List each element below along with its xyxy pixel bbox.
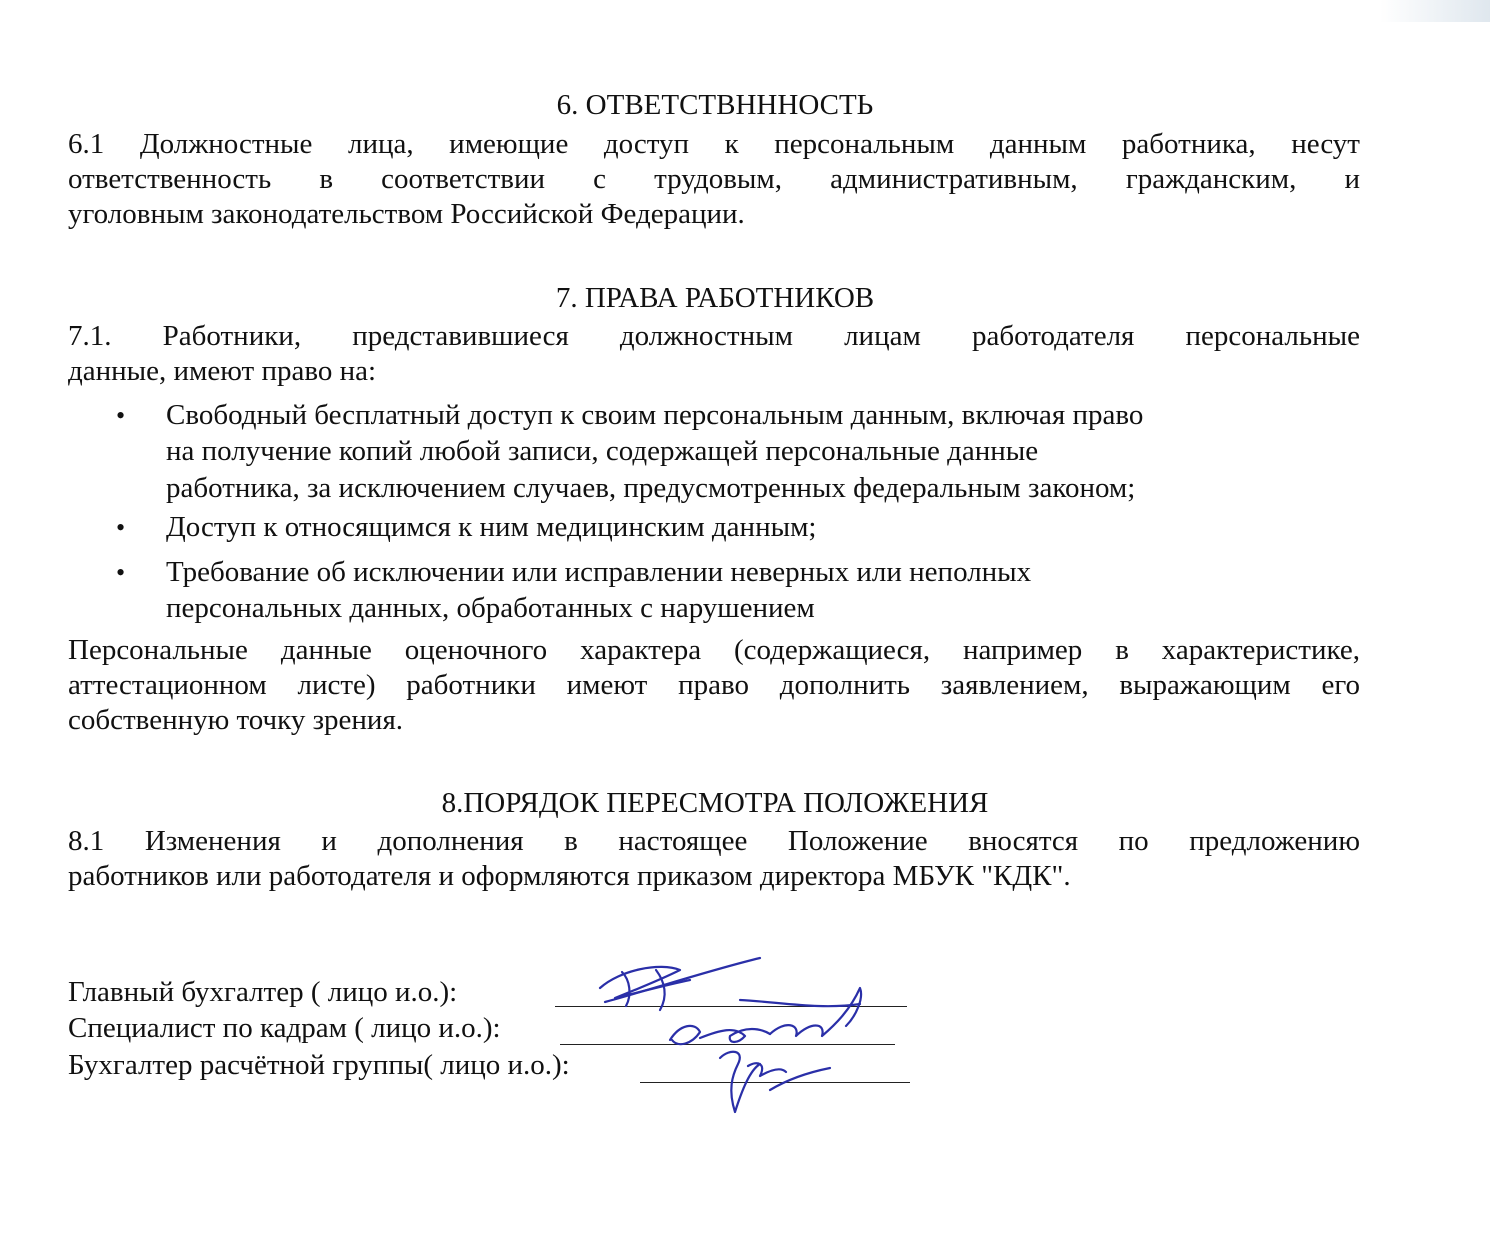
list-item-line: работника, за исключением случаев, предусмотренных федеральным законом; (166, 472, 1136, 504)
paragraph-line: собственную точку зрения. (68, 704, 404, 736)
section-6-paragraph (68, 127, 1360, 232)
list-item-line: Свободный бесплатный доступ к своим персональным данным, включая право (166, 399, 1144, 431)
signature-row-payroll-accountant (68, 1048, 570, 1083)
paragraph-line: ответственность в соответствии с трудовым, административным, гражданским, и (68, 163, 1360, 195)
section-6-heading: 6. ОТВЕТСТВННHОСТЬ (556, 89, 874, 121)
paragraph-line: работников или работодателя и оформляются приказом директора МБУК "КДК". (68, 860, 1071, 892)
list-item-line: на получение копий любой записи, содержащей персональные данные (166, 435, 1039, 467)
bullet-icon: • (116, 558, 126, 587)
section-8-heading: 8.ПОРЯДОК ПЕРЕСМОТРА ПОЛОЖЕНИЯ (441, 787, 989, 819)
section-7-tail-paragraph (68, 633, 1360, 738)
paragraph-line: 7.1. Работники, представившиеся должностным лицам работодателя персональные (68, 320, 1360, 352)
paragraph-line: аттестационном листе) работники имеют право дополнить заявлением, выражающим его (68, 669, 1360, 701)
bullet-icon: • (116, 513, 126, 542)
paragraph-line: уголовным законодательством Российской Федерации. (68, 198, 745, 230)
list-item-line: Требование об исключении или исправлении неверных или неполных (166, 556, 1032, 588)
scan-edge-shade (1380, 0, 1490, 22)
paragraph-line: 8.1 Изменения и дополнения в настоящее Положение вносятся по предложению (68, 825, 1360, 857)
signature-row-chief-accountant (68, 975, 457, 1010)
paragraph-line: данные, имеют право на: (68, 355, 377, 387)
list-item-line: Доступ к относящимся к ним медицинским данным; (166, 511, 817, 543)
paragraph-line: 6.1 Должностные лица, имеющие доступ к персональным данным работника, несут (68, 128, 1360, 160)
section-7-heading: 7. ПРАВА РАБОТНИКОВ (555, 282, 875, 314)
signature-label: Главный бухгалтер ( лицо и.о.): (68, 976, 458, 1008)
signature-label: Специалист по кадрам ( лицо и.о.): (68, 1012, 501, 1044)
signature-row-hr-specialist (68, 1011, 501, 1046)
bullet-icon: • (116, 401, 126, 430)
signature-label: Бухгалтер расчётной группы( лицо и.о.): (68, 1049, 570, 1081)
section-7-intro (68, 319, 1360, 389)
paragraph-line: Персональные данные оценочного характера (содержащиеся, например в характеристике, (68, 634, 1360, 666)
handwritten-signatures-image (560, 940, 890, 1120)
section-8-paragraph (68, 824, 1360, 894)
list-item-line: персональных данных, обработанных с нарушением (166, 592, 815, 624)
